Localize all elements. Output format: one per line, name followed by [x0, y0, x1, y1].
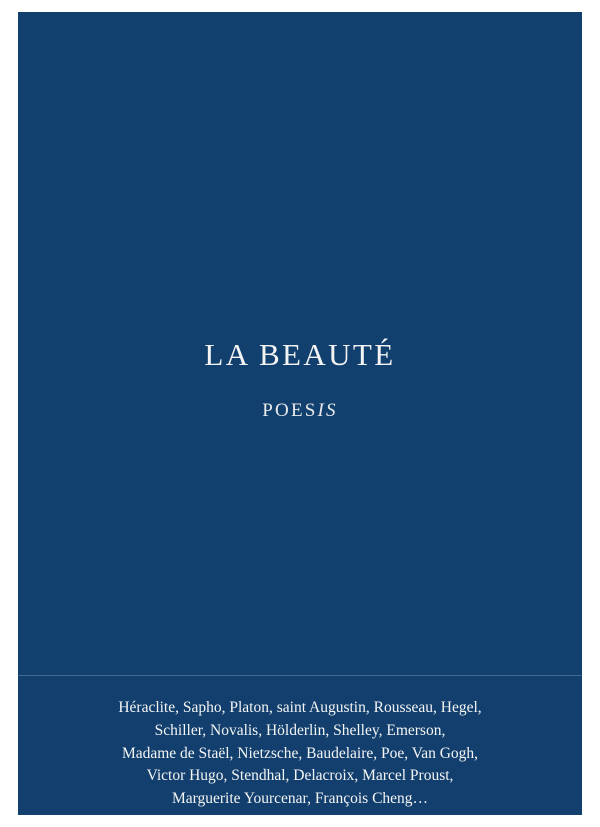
- collection-name-italic: IS: [317, 400, 338, 422]
- contributors-line: Madame de Staël, Nietzsche, Baudelaire, Poe, Van Gogh,: [121, 744, 479, 762]
- cover-artwork: [18, 12, 582, 815]
- collection-name-roman: POES: [262, 400, 318, 422]
- contributors-line: Victor Hugo, Stendhal, Delacroix, Marcel Proust,: [146, 767, 454, 785]
- contributors-list: [18, 676, 582, 811]
- contributors-line: Schiller, Novalis, Hölderlin, Shelley, Emerson,: [154, 721, 446, 739]
- collection-name: [18, 372, 582, 422]
- contributors-line: Héraclite, Sapho, Platon, saint Augustin, Rousseau, Hegel,: [118, 699, 482, 716]
- page-margin-left: [0, 0, 18, 827]
- contributors-band: [18, 675, 582, 815]
- contributors-line: Marguerite Yourcenar, François Cheng…: [171, 790, 429, 808]
- book-title: LA BEAUTÉ: [204, 337, 396, 372]
- title-block: [18, 338, 582, 422]
